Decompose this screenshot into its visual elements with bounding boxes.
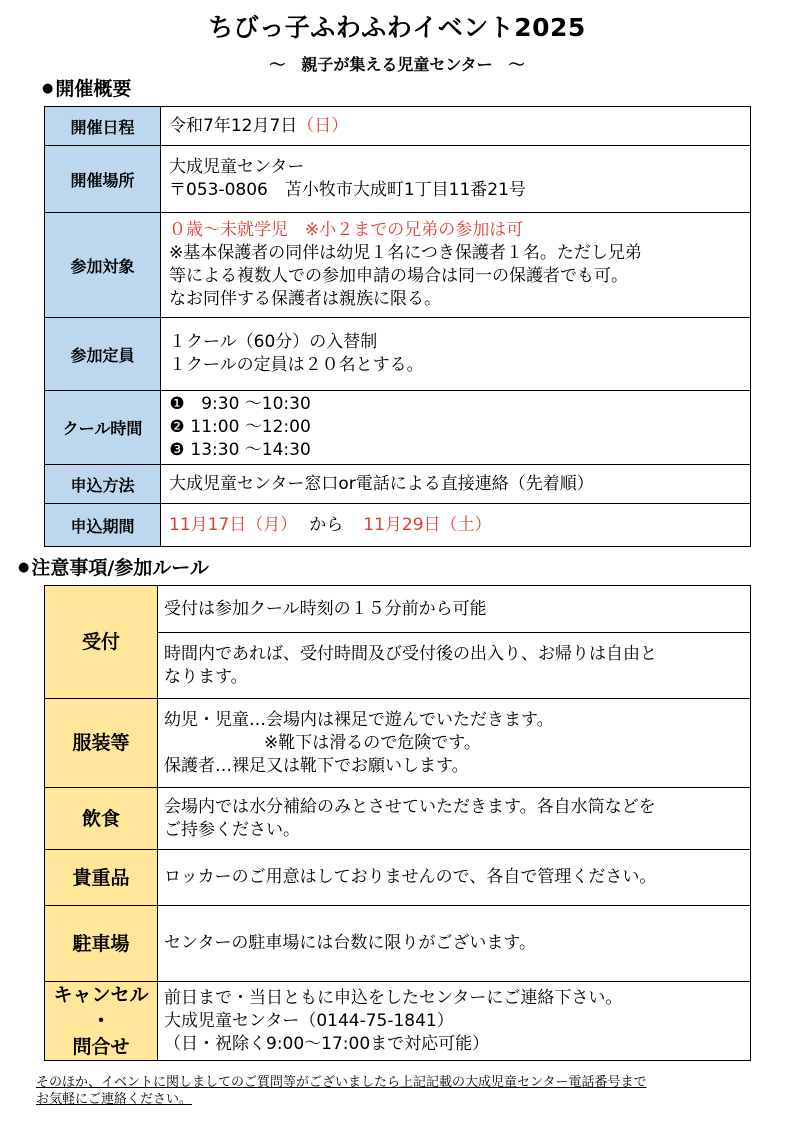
bullet-icon: ● — [42, 81, 54, 96]
table-row — [45, 906, 751, 982]
cancel-label-line: 問合せ — [72, 1036, 130, 1058]
slot-item — [169, 439, 742, 462]
target-value — [161, 213, 751, 318]
venue-name: 大成児童センター — [169, 157, 305, 177]
table-row — [45, 788, 751, 850]
food-value — [158, 788, 751, 850]
date-day: （日） — [297, 115, 349, 136]
target-line: なお同伴する保護者は親族に限る。 — [169, 289, 441, 309]
table-row — [45, 982, 751, 1061]
table-row — [45, 504, 751, 547]
food-line: 会場内では水分補給のみとさせていただきます。各自水筒などを — [164, 796, 656, 817]
slot-time: 13:30 〜14:30 — [190, 440, 311, 460]
table-row — [45, 391, 751, 465]
date-value — [161, 107, 751, 146]
cancel-label — [45, 982, 158, 1061]
clothing-line: 保護者…裸足又は靴下でお願いします。 — [164, 755, 469, 776]
cancel-value — [158, 982, 751, 1061]
date-label: 開催日程 — [45, 107, 161, 146]
target-line: ※基本保護者の同伴は幼児１名につき保護者１名。ただし兄弟 — [169, 243, 642, 263]
number-2-icon: ❷ — [169, 417, 185, 437]
number-3-icon: ❸ — [169, 440, 185, 460]
footer-line: お気軽にご連絡ください。 — [36, 1092, 193, 1107]
capacity-value — [161, 318, 751, 391]
target-label: 参加対象 — [45, 213, 161, 318]
clothing-note: ※靴下は滑るので危険です。 — [264, 732, 481, 753]
page-subtitle: 〜 親子が集える児童センター 〜 — [269, 55, 525, 74]
venue-label: 開催場所 — [45, 146, 161, 213]
rules-heading-text: 注意事項/参加ルール — [31, 557, 209, 579]
cancel-label-line: ・ — [91, 1010, 111, 1032]
reception-line: なります。 — [164, 666, 248, 687]
method-value: 大成児童センター窓口or電話による直接連絡（先着順） — [161, 465, 751, 504]
period-start: 11月17日（月） — [169, 514, 298, 535]
slot-time: 11:00 〜12:00 — [190, 417, 311, 437]
bullet-icon: ● — [18, 560, 30, 575]
reception-row2 — [158, 633, 751, 699]
overview-heading — [42, 74, 131, 101]
rules-heading — [18, 553, 209, 580]
cancel-label-line: キャンセル — [53, 984, 149, 1006]
table-row — [45, 318, 751, 391]
page-title: ちびっ子ふわふわイベント2025 — [208, 13, 586, 42]
table-row — [45, 107, 751, 146]
reception-line: 時間内であれば、受付時間及び受付後の出入り、お帰りは自由と — [164, 643, 657, 664]
slots-label: クール時間 — [45, 391, 161, 465]
reception-row1: 受付は参加クール時刻の１５分前から可能 — [158, 586, 751, 633]
slots-value — [161, 391, 751, 465]
target-line: ０歳〜未就学児 ※小２までの兄弟の参加は可 — [169, 220, 524, 240]
parking-value: センターの駐車場には台数に限りがございます。 — [158, 906, 751, 982]
table-row — [45, 213, 751, 318]
footer-note — [36, 1074, 756, 1108]
cancel-hours: （日・祝除く9:00〜17:00まで対応可能） — [164, 1033, 490, 1054]
period-mid: から — [309, 514, 344, 535]
venue-address: 〒053-0806 苫小牧市大成町1丁目11番21号 — [169, 180, 526, 200]
clothing-label: 服装等 — [45, 699, 158, 788]
slot-item — [169, 416, 742, 439]
overview-table — [44, 106, 751, 547]
reception-label: 受付 — [45, 586, 158, 699]
food-label: 飲食 — [45, 788, 158, 850]
footer-line: そのほか、イベントに関しましてのご質問等がございましたら上記記載の大成児童センター電話番号まで — [36, 1075, 647, 1090]
clothing-line: 幼児・児童…会場内は裸足で遊んでいただきます。 — [164, 709, 554, 730]
cancel-line: 前日まで・当日ともに申込をしたセンターにご連絡下さい。 — [164, 987, 623, 1008]
table-row — [45, 699, 751, 788]
slot-time: 9:30 〜10:30 — [190, 394, 311, 414]
cancel-phone: 大成児童センター（0144-75-1841） — [164, 1010, 454, 1031]
date-text: 令和7年12月7日 — [169, 115, 298, 136]
slot-item — [169, 393, 742, 416]
period-end: 11月29日（土） — [363, 514, 492, 535]
overview-heading-text: 開催概要 — [55, 78, 132, 100]
period-value — [161, 504, 751, 547]
food-line: ご持参ください。 — [164, 819, 300, 840]
venue-value — [161, 146, 751, 213]
clothing-value — [158, 699, 751, 788]
capacity-line: １クール（60分）の入替制 — [169, 332, 378, 352]
table-row — [45, 586, 751, 633]
target-line: 等による複数人での参加申請の場合は同一の保護者でも可。 — [169, 266, 628, 286]
method-label: 申込方法 — [45, 465, 161, 504]
valuables-value: ロッカーのご用意はしておりませんので、各自で管理ください。 — [158, 850, 751, 906]
number-1-icon: ❶ — [169, 394, 185, 414]
period-label: 申込期間 — [45, 504, 161, 547]
capacity-label: 参加定員 — [45, 318, 161, 391]
capacity-line: １クールの定員は２０名とする。 — [169, 355, 424, 375]
table-row — [45, 850, 751, 906]
table-row — [45, 146, 751, 213]
parking-label: 駐車場 — [45, 906, 158, 982]
table-row — [45, 465, 751, 504]
valuables-label: 貴重品 — [45, 850, 158, 906]
rules-table — [44, 585, 751, 1061]
